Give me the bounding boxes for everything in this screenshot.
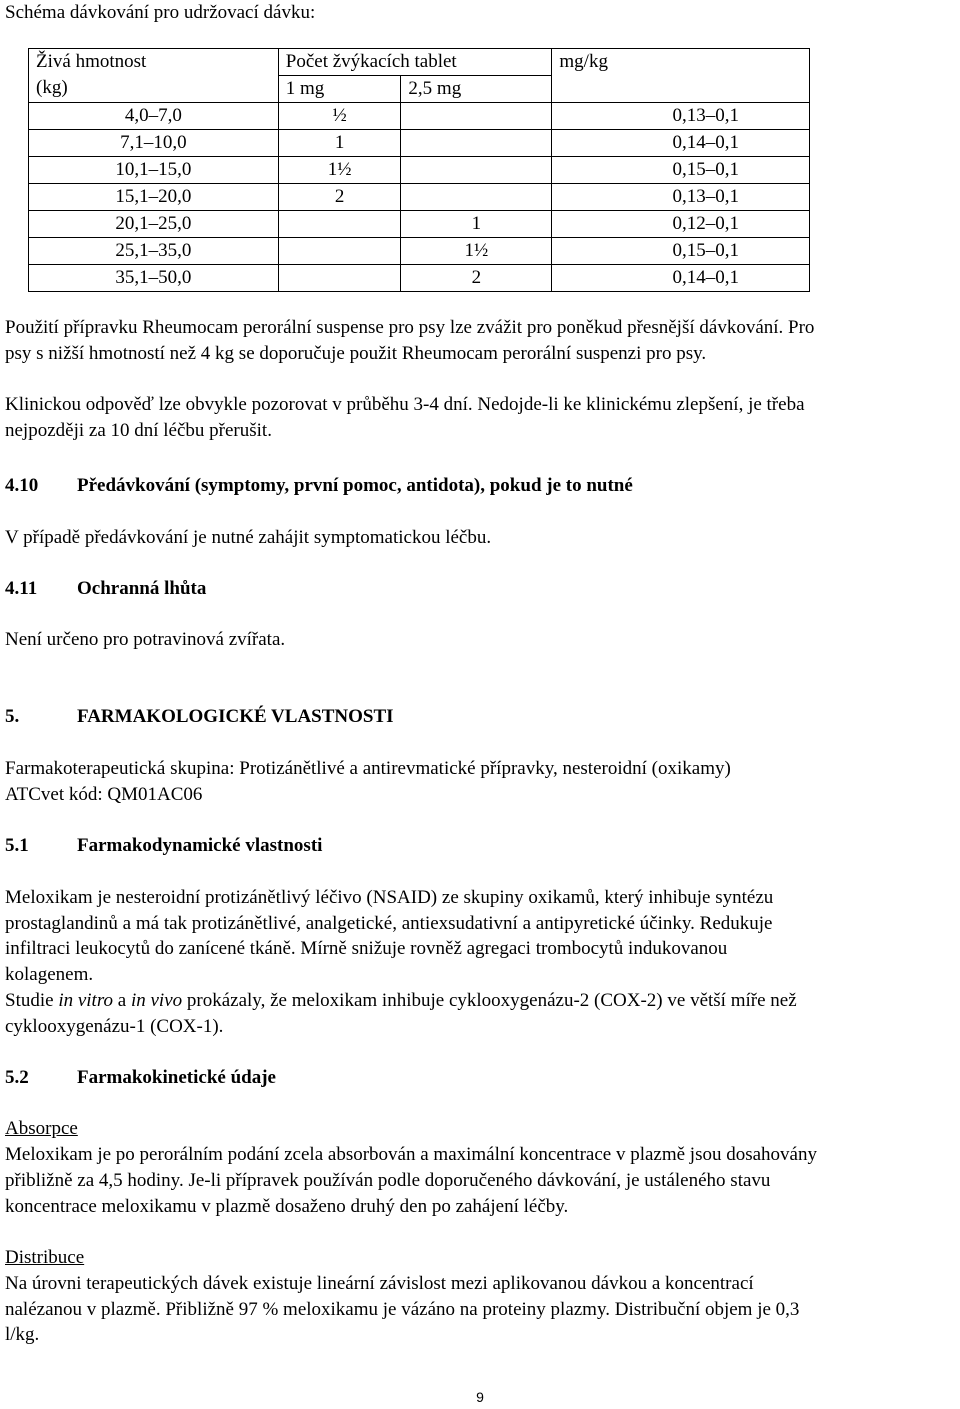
dosage-table (28, 48, 810, 292)
section-4-10-heading: 4.10 Předávkování (symptomy, první pomoc, antidota), pokud je to nutné (5, 475, 633, 496)
cell-weight: 20,1–25,0 (29, 211, 279, 238)
cell-weight: 7,1–10,0 (29, 130, 279, 157)
cell-tablets-25mg (401, 157, 552, 184)
page-number: 9 (476, 1389, 484, 1405)
header-tablets: Počet žvýkacích tablet (278, 49, 552, 76)
cell-mgkg: 0,15–0,1 (552, 238, 810, 265)
header-weight: Živá hmotnost (kg) (29, 49, 279, 103)
cell-mgkg: 0,13–0,1 (552, 184, 810, 211)
absorpce-line3: koncentrace meloxikamu v plazmě dosaženo druhý den po zahájení léčby. (5, 1196, 569, 1217)
intro-text: Schéma dávkování pro udržovací dávku: (5, 2, 316, 23)
cell-tablets-1mg: ½ (278, 103, 401, 130)
cell-mgkg: 0,15–0,1 (552, 157, 810, 184)
cell-mgkg: 0,13–0,1 (552, 103, 810, 130)
distribuce-line2: nalézanou v plazmě. Přibližně 97 % meloxikamu je vázáno na proteiny plazmy. Distribuční objem je 0,3 (5, 1299, 800, 1320)
table-row (29, 238, 810, 265)
table-row (29, 265, 810, 292)
header-mgkg: mg/kg (552, 49, 810, 103)
section-5-line1: Farmakoterapeutická skupina: Protizánětlivé a antirevmatické přípravky, nesteroidní (oxikamy) (5, 758, 731, 779)
cell-tablets-1mg: 1 (278, 130, 401, 157)
cell-weight: 25,1–35,0 (29, 238, 279, 265)
section-5-1-line1: Meloxikam je nesteroidní protizánětlivý léčivo (NSAID) ze skupiny oxikamů, který inhibuje syntézu (5, 887, 774, 908)
cell-tablets-25mg: 1 (401, 211, 552, 238)
table-row (29, 130, 810, 157)
header-25mg: 2,5 mg (401, 76, 552, 103)
para-suspense-line2: psy s nižší hmotností než 4 kg se doporučuje použit Rheumocam perorální suspenzi pro psy. (5, 343, 707, 364)
absorpce-line2: přibližně za 4,5 hodiny. Je-li přípravek používán podle doporučeného dávkování, je ustáleného stavu (5, 1170, 771, 1191)
section-5-1-line3: infiltraci leukocytů do zanícené tkáně. Mírně snižuje rovněž agregaci trombocytů indukovanou (5, 938, 728, 959)
cell-tablets-25mg: 2 (401, 265, 552, 292)
cell-mgkg: 0,14–0,1 (552, 130, 810, 157)
section-5-line2: ATCvet kód: QM01AC06 (5, 784, 203, 805)
section-4-11-text: Není určeno pro potravinová zvířata. (5, 629, 286, 650)
absorpce-line1: Meloxikam je po perorálním podání zcela absorbován a maximální koncentrace v plazmě jsou dosahovány (5, 1144, 817, 1165)
table-header-row (29, 49, 810, 76)
cell-tablets-25mg (401, 130, 552, 157)
distribuce-heading: Distribuce (5, 1247, 85, 1268)
table-row (29, 211, 810, 238)
para-clinical-line1: Klinickou odpověď lze obvykle pozorovat v průběhu 3-4 dní. Nedojde-li ke klinickému zlepšení, je třeba (5, 394, 805, 415)
cell-tablets-1mg: 2 (278, 184, 401, 211)
distribuce-line1: Na úrovni terapeutických dávek existuje lineární závislost mezi aplikovanou dávkou a koncentrací (5, 1273, 754, 1294)
section-5-1-line5: Studie in vitro a in vivo prokázaly, že meloxikam inhibuje cyklooxygenázu-2 (COX-2) ve větší míře než (5, 990, 797, 1011)
cell-tablets-1mg (278, 265, 401, 292)
para-suspense-line1: Použití přípravku Rheumocam perorální suspense pro psy lze zvážit pro poněkud přesnější dávkování. Pro (5, 317, 815, 338)
table-row (29, 103, 810, 130)
section-4-11-heading: 4.11 Ochranná lhůta (5, 578, 207, 599)
section-5-2-heading: 5.2 Farmakokinetické údaje (5, 1067, 276, 1088)
section-5-heading: 5. FARMAKOLOGICKÉ VLASTNOSTI (5, 706, 394, 727)
section-5-1-line6: cyklooxygenázu-1 (COX-1). (5, 1016, 224, 1037)
cell-weight: 15,1–20,0 (29, 184, 279, 211)
absorpce-heading: Absorpce (5, 1118, 78, 1139)
cell-mgkg: 0,14–0,1 (552, 265, 810, 292)
cell-tablets-1mg (278, 211, 401, 238)
cell-tablets-1mg: 1½ (278, 157, 401, 184)
header-1mg: 1 mg (278, 76, 401, 103)
table-row (29, 157, 810, 184)
section-5-1-line2: prostaglandinů a má tak protizánětlivé, analgetické, antiexsudativní a antipyretické účinky. Redukuje (5, 913, 773, 934)
section-5-1-heading: 5.1 Farmakodynamické vlastnosti (5, 835, 323, 856)
table-row (29, 184, 810, 211)
cell-tablets-25mg: 1½ (401, 238, 552, 265)
cell-mgkg: 0,12–0,1 (552, 211, 810, 238)
cell-tablets-25mg (401, 184, 552, 211)
cell-tablets-25mg (401, 103, 552, 130)
cell-weight: 35,1–50,0 (29, 265, 279, 292)
distribuce-line3: l/kg. (5, 1324, 40, 1345)
section-5-1-line4: kolagenem. (5, 964, 94, 985)
para-clinical-line2: nejpozději za 10 dní léčbu přerušit. (5, 420, 272, 441)
cell-weight: 10,1–15,0 (29, 157, 279, 184)
cell-tablets-1mg (278, 238, 401, 265)
cell-weight: 4,0–7,0 (29, 103, 279, 130)
section-4-10-text: V případě předávkování je nutné zahájit symptomatickou léčbu. (5, 527, 492, 548)
